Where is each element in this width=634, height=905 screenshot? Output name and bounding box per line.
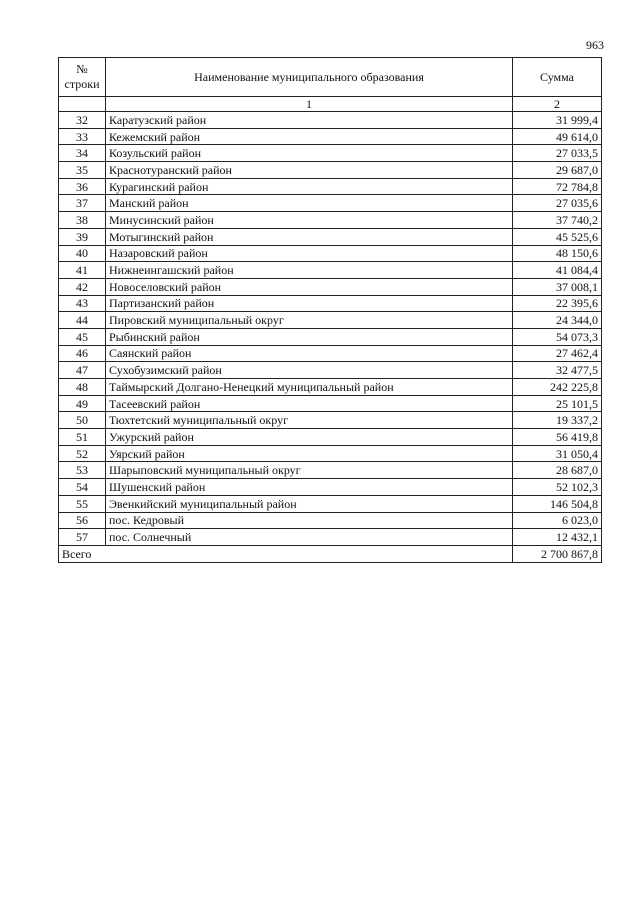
header-row-number-line1: № <box>76 62 88 76</box>
table-row <box>59 212 602 229</box>
municipality-name-cell: пос. Солнечный <box>106 529 513 546</box>
column-index-row <box>59 97 602 112</box>
table-row <box>59 429 602 446</box>
table-row <box>59 512 602 529</box>
sum-cell: 6 023,0 <box>513 512 602 529</box>
municipality-name-cell: Уярский район <box>106 445 513 462</box>
row-number-cell: 49 <box>59 395 106 412</box>
index-cell-1: 1 <box>106 97 513 112</box>
header-sum: Сумма <box>513 58 602 97</box>
row-number-cell: 42 <box>59 278 106 295</box>
sum-cell: 49 614,0 <box>513 128 602 145</box>
row-number-cell: 38 <box>59 212 106 229</box>
sum-cell: 72 784,8 <box>513 178 602 195</box>
sum-cell: 19 337,2 <box>513 412 602 429</box>
table-row <box>59 529 602 546</box>
row-number-cell: 44 <box>59 312 106 329</box>
municipality-name-cell: Эвенкийский муниципальный район <box>106 495 513 512</box>
municipality-name-cell: Тасеевский район <box>106 395 513 412</box>
table-row <box>59 262 602 279</box>
sum-cell: 48 150,6 <box>513 245 602 262</box>
sum-cell: 27 462,4 <box>513 345 602 362</box>
row-number-cell: 55 <box>59 495 106 512</box>
index-cell-empty <box>59 97 106 112</box>
row-number-cell: 35 <box>59 162 106 179</box>
municipality-name-cell: Новоселовский район <box>106 278 513 295</box>
municipality-name-cell: Сухобузимский район <box>106 362 513 379</box>
table-row <box>59 178 602 195</box>
row-number-cell: 39 <box>59 228 106 245</box>
budget-table <box>58 57 602 563</box>
table-row <box>59 479 602 496</box>
header-row-number-line2: строки <box>64 77 100 91</box>
municipality-name-cell: Краснотуранский район <box>106 162 513 179</box>
total-sum: 2 700 867,8 <box>513 545 602 562</box>
municipality-name-cell: Партизанский район <box>106 295 513 312</box>
sum-cell: 54 073,3 <box>513 328 602 345</box>
sum-cell: 12 432,1 <box>513 529 602 546</box>
municipality-name-cell: Пировский муниципальный округ <box>106 312 513 329</box>
row-number-cell: 46 <box>59 345 106 362</box>
row-number-cell: 33 <box>59 128 106 145</box>
table-row <box>59 228 602 245</box>
total-row <box>59 545 602 562</box>
index-cell-2: 2 <box>513 97 602 112</box>
page-number: 963 <box>586 38 604 52</box>
municipality-name-cell: Таймырский Долгано-Ненецкий муниципальный район <box>106 379 513 396</box>
row-number-cell: 52 <box>59 445 106 462</box>
sum-cell: 41 084,4 <box>513 262 602 279</box>
row-number-cell: 50 <box>59 412 106 429</box>
sum-cell: 37 740,2 <box>513 212 602 229</box>
table-row <box>59 328 602 345</box>
table-row <box>59 112 602 129</box>
sum-cell: 31 999,4 <box>513 112 602 129</box>
municipality-name-cell: Ужурский район <box>106 429 513 446</box>
table-row <box>59 295 602 312</box>
table-row <box>59 395 602 412</box>
table-row <box>59 495 602 512</box>
municipality-name-cell: Шарыповский муниципальный округ <box>106 462 513 479</box>
table-row <box>59 145 602 162</box>
sum-cell: 146 504,8 <box>513 495 602 512</box>
municipality-name-cell: Курагинский район <box>106 178 513 195</box>
row-number-cell: 43 <box>59 295 106 312</box>
municipality-name-cell: Рыбинский район <box>106 328 513 345</box>
table-row <box>59 345 602 362</box>
row-number-cell: 34 <box>59 145 106 162</box>
municipality-name-cell: Минусинский район <box>106 212 513 229</box>
row-number-cell: 41 <box>59 262 106 279</box>
municipality-name-cell: Нижнеингашский район <box>106 262 513 279</box>
row-number-cell: 54 <box>59 479 106 496</box>
sum-cell: 31 050,4 <box>513 445 602 462</box>
row-number-cell: 36 <box>59 178 106 195</box>
municipality-name-cell: Назаровский район <box>106 245 513 262</box>
municipality-name-cell: Мотыгинский район <box>106 228 513 245</box>
sum-cell: 25 101,5 <box>513 395 602 412</box>
sum-cell: 28 687,0 <box>513 462 602 479</box>
row-number-cell: 47 <box>59 362 106 379</box>
table-row <box>59 128 602 145</box>
sum-cell: 45 525,6 <box>513 228 602 245</box>
row-number-cell: 48 <box>59 379 106 396</box>
table-header-row <box>59 58 602 97</box>
header-municipality-name: Наименование муниципального образования <box>106 58 513 97</box>
total-label: Всего <box>59 545 513 562</box>
table-row <box>59 278 602 295</box>
row-number-cell: 37 <box>59 195 106 212</box>
row-number-cell: 57 <box>59 529 106 546</box>
table-row <box>59 462 602 479</box>
sum-cell: 32 477,5 <box>513 362 602 379</box>
municipality-name-cell: пос. Кедровый <box>106 512 513 529</box>
table-row <box>59 162 602 179</box>
row-number-cell: 53 <box>59 462 106 479</box>
municipality-name-cell: Козульский район <box>106 145 513 162</box>
municipality-name-cell: Кежемский район <box>106 128 513 145</box>
table-row <box>59 195 602 212</box>
row-number-cell: 32 <box>59 112 106 129</box>
sum-cell: 52 102,3 <box>513 479 602 496</box>
row-number-cell: 51 <box>59 429 106 446</box>
row-number-cell: 56 <box>59 512 106 529</box>
table-row <box>59 379 602 396</box>
row-number-cell: 45 <box>59 328 106 345</box>
municipality-name-cell: Саянский район <box>106 345 513 362</box>
sum-cell: 24 344,0 <box>513 312 602 329</box>
sum-cell: 242 225,8 <box>513 379 602 396</box>
municipality-name-cell: Тюхтетский муниципальный округ <box>106 412 513 429</box>
sum-cell: 22 395,6 <box>513 295 602 312</box>
sum-cell: 29 687,0 <box>513 162 602 179</box>
row-number-cell: 40 <box>59 245 106 262</box>
sum-cell: 37 008,1 <box>513 278 602 295</box>
municipality-name-cell: Шушенский район <box>106 479 513 496</box>
sum-cell: 56 419,8 <box>513 429 602 446</box>
sum-cell: 27 035,6 <box>513 195 602 212</box>
municipality-name-cell: Каратузский район <box>106 112 513 129</box>
table-row <box>59 362 602 379</box>
header-row-number <box>59 58 106 97</box>
sum-cell: 27 033,5 <box>513 145 602 162</box>
municipality-name-cell: Манский район <box>106 195 513 212</box>
table-row <box>59 445 602 462</box>
table-row <box>59 245 602 262</box>
table-row <box>59 412 602 429</box>
table-row <box>59 312 602 329</box>
